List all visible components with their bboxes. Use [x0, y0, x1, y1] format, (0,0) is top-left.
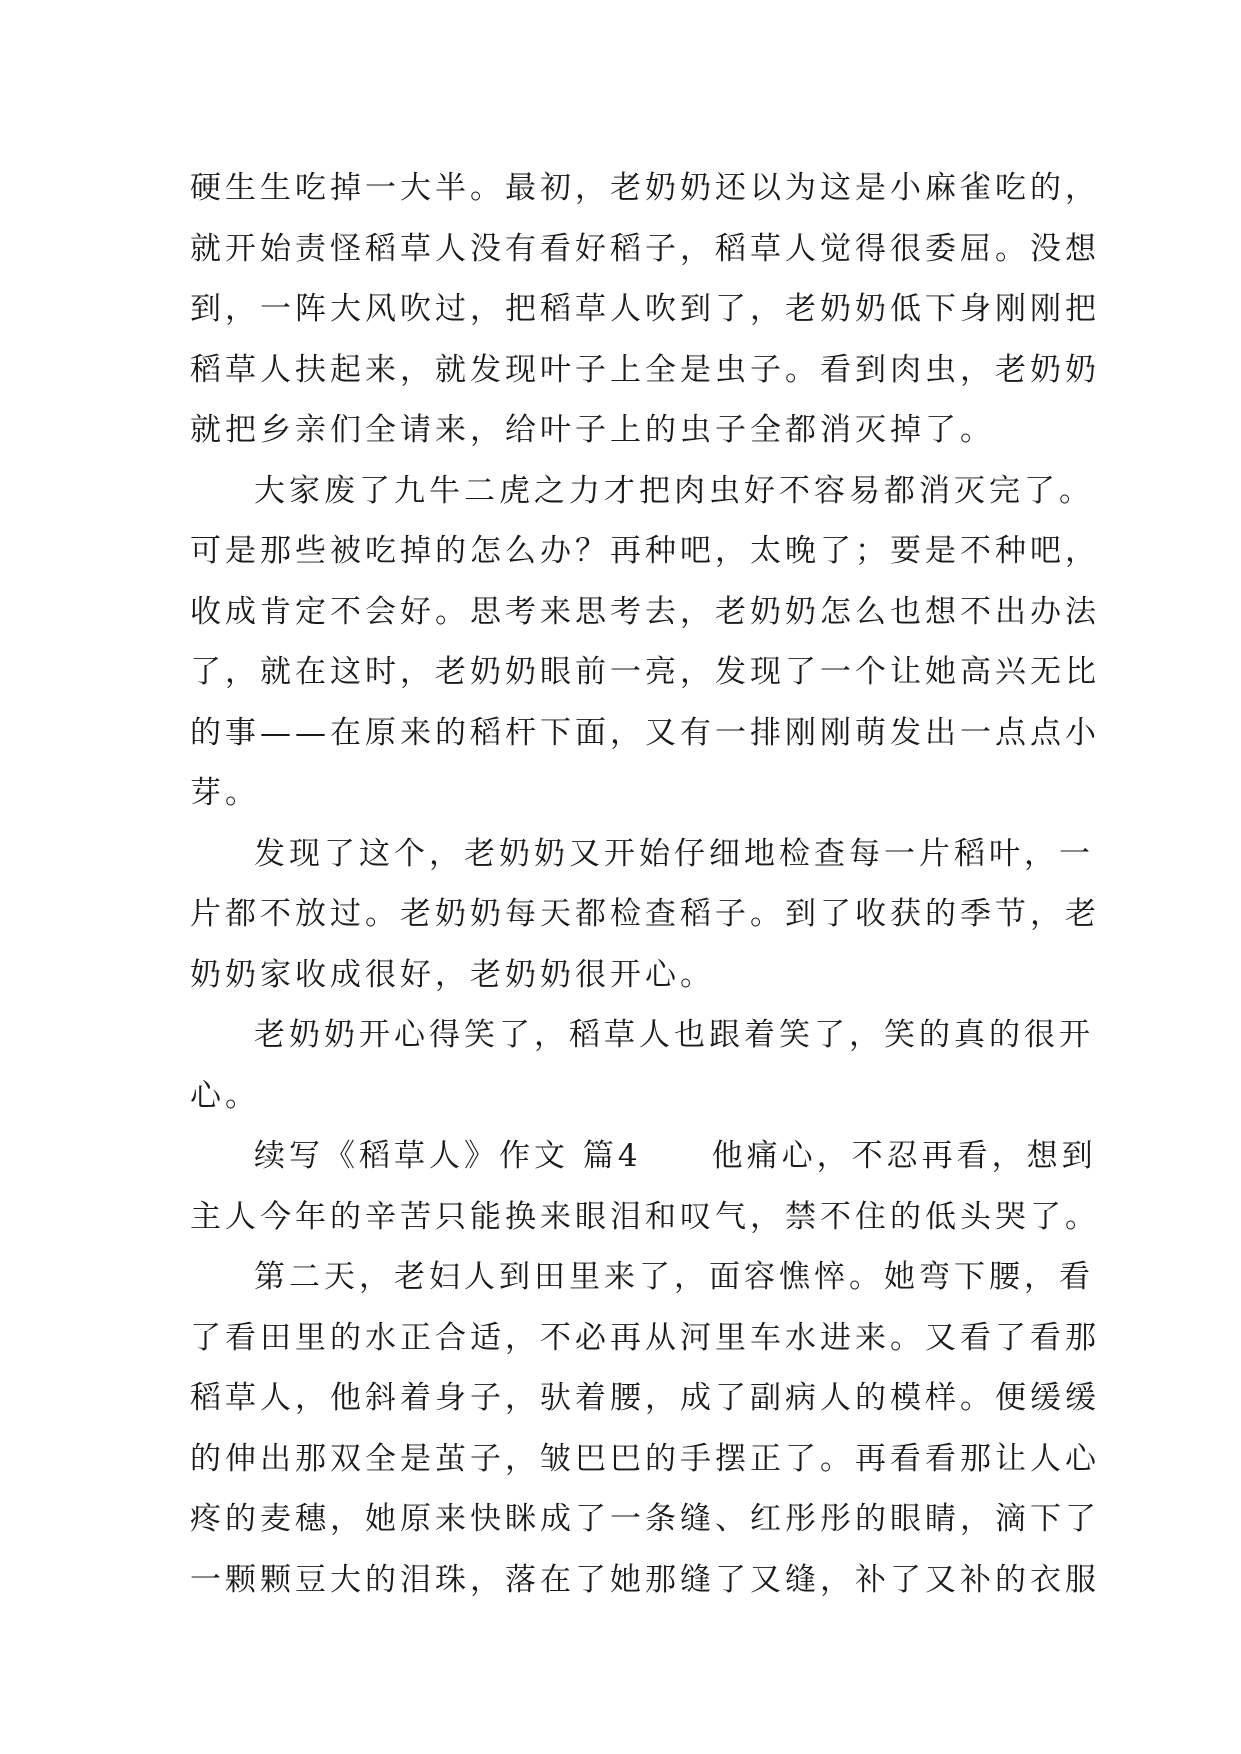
text-line: 就开始责怪稻草人没有看好稻子，稻草人觉得很委屈。没想 — [190, 230, 1100, 267]
text-line: 硬生生吃掉一大半。最初，老奶奶还以为这是小麻雀吃的， — [190, 170, 1100, 206]
text-line: 芽。 — [190, 775, 260, 811]
text-line: 了，就在这时，老奶奶眼前一亮，发现了一个让她高兴无比 — [190, 654, 1100, 690]
text-line: 的伸出那双全是茧子，皱巴巴的手摆正了。再看看那让人心 — [190, 1440, 1100, 1477]
section-heading-line: 续写《稻草人》作文 篇4 他痛心，不忍再看，想到 — [254, 1138, 1097, 1174]
text-line: 到，一阵大风吹过，把稻草人吹到了，老奶奶低下身刚刚把 — [190, 291, 1100, 327]
text-line: 主人今年的辛苦只能换来眼泪和叹气，禁不住的低头哭了。 — [190, 1198, 1100, 1235]
paragraph-start-line: 第二天，老妇人到田里来了，面容憔悴。她弯下腰，看 — [254, 1259, 1094, 1295]
text-line: 稻草人扶起来，就发现叶子上全是虫子。看到肉虫，老奶奶 — [190, 351, 1100, 388]
paragraph-start-line: 发现了这个，老奶奶又开始仔细地检查每一片稻叶，一 — [254, 835, 1094, 872]
text-line: 稻草人，他斜着身子，驮着腰，成了副病人的模样。便缓缓 — [190, 1380, 1100, 1416]
text-line: 收成肯定不会好。思考来思考去，老奶奶怎么也想不出办法 — [190, 593, 1100, 630]
text-line: 一颗颗豆大的泪珠，落在了她那缝了又缝，补了又补的衣服 — [190, 1561, 1100, 1598]
text-line: 的事——在原来的稻杆下面，又有一排刚刚萌发出一点点小 — [190, 714, 1100, 751]
paragraph-start-line: 大家废了九牛二虎之力才把肉虫好不容易都消灭完了。 — [254, 472, 1094, 509]
text-line: 可是那些被吃掉的怎么办？再种吧，太晚了；要是不种吧， — [190, 533, 1100, 569]
document-body — [190, 158, 1100, 1610]
text-line: 就把乡亲们全请来，给叶子上的虫子全都消灭掉了。 — [190, 412, 995, 448]
paragraph-start-line: 老奶奶开心得笑了，稻草人也跟着笑了，笑的真的很开 — [254, 1017, 1094, 1053]
text-line: 疼的麦穗，她原来快眯成了一条缝、红彤彤的眼睛，滴下了 — [190, 1501, 1100, 1537]
text-line: 了看田里的水正合适，不必再从河里车水进来。又看了看那 — [190, 1319, 1100, 1356]
text-line: 片都不放过。老奶奶每天都检查稻子。到了收获的季节，老 — [190, 896, 1100, 932]
text-line: 奶奶家收成很好，老奶奶很开心。 — [190, 956, 715, 993]
text-line: 心。 — [190, 1077, 260, 1114]
